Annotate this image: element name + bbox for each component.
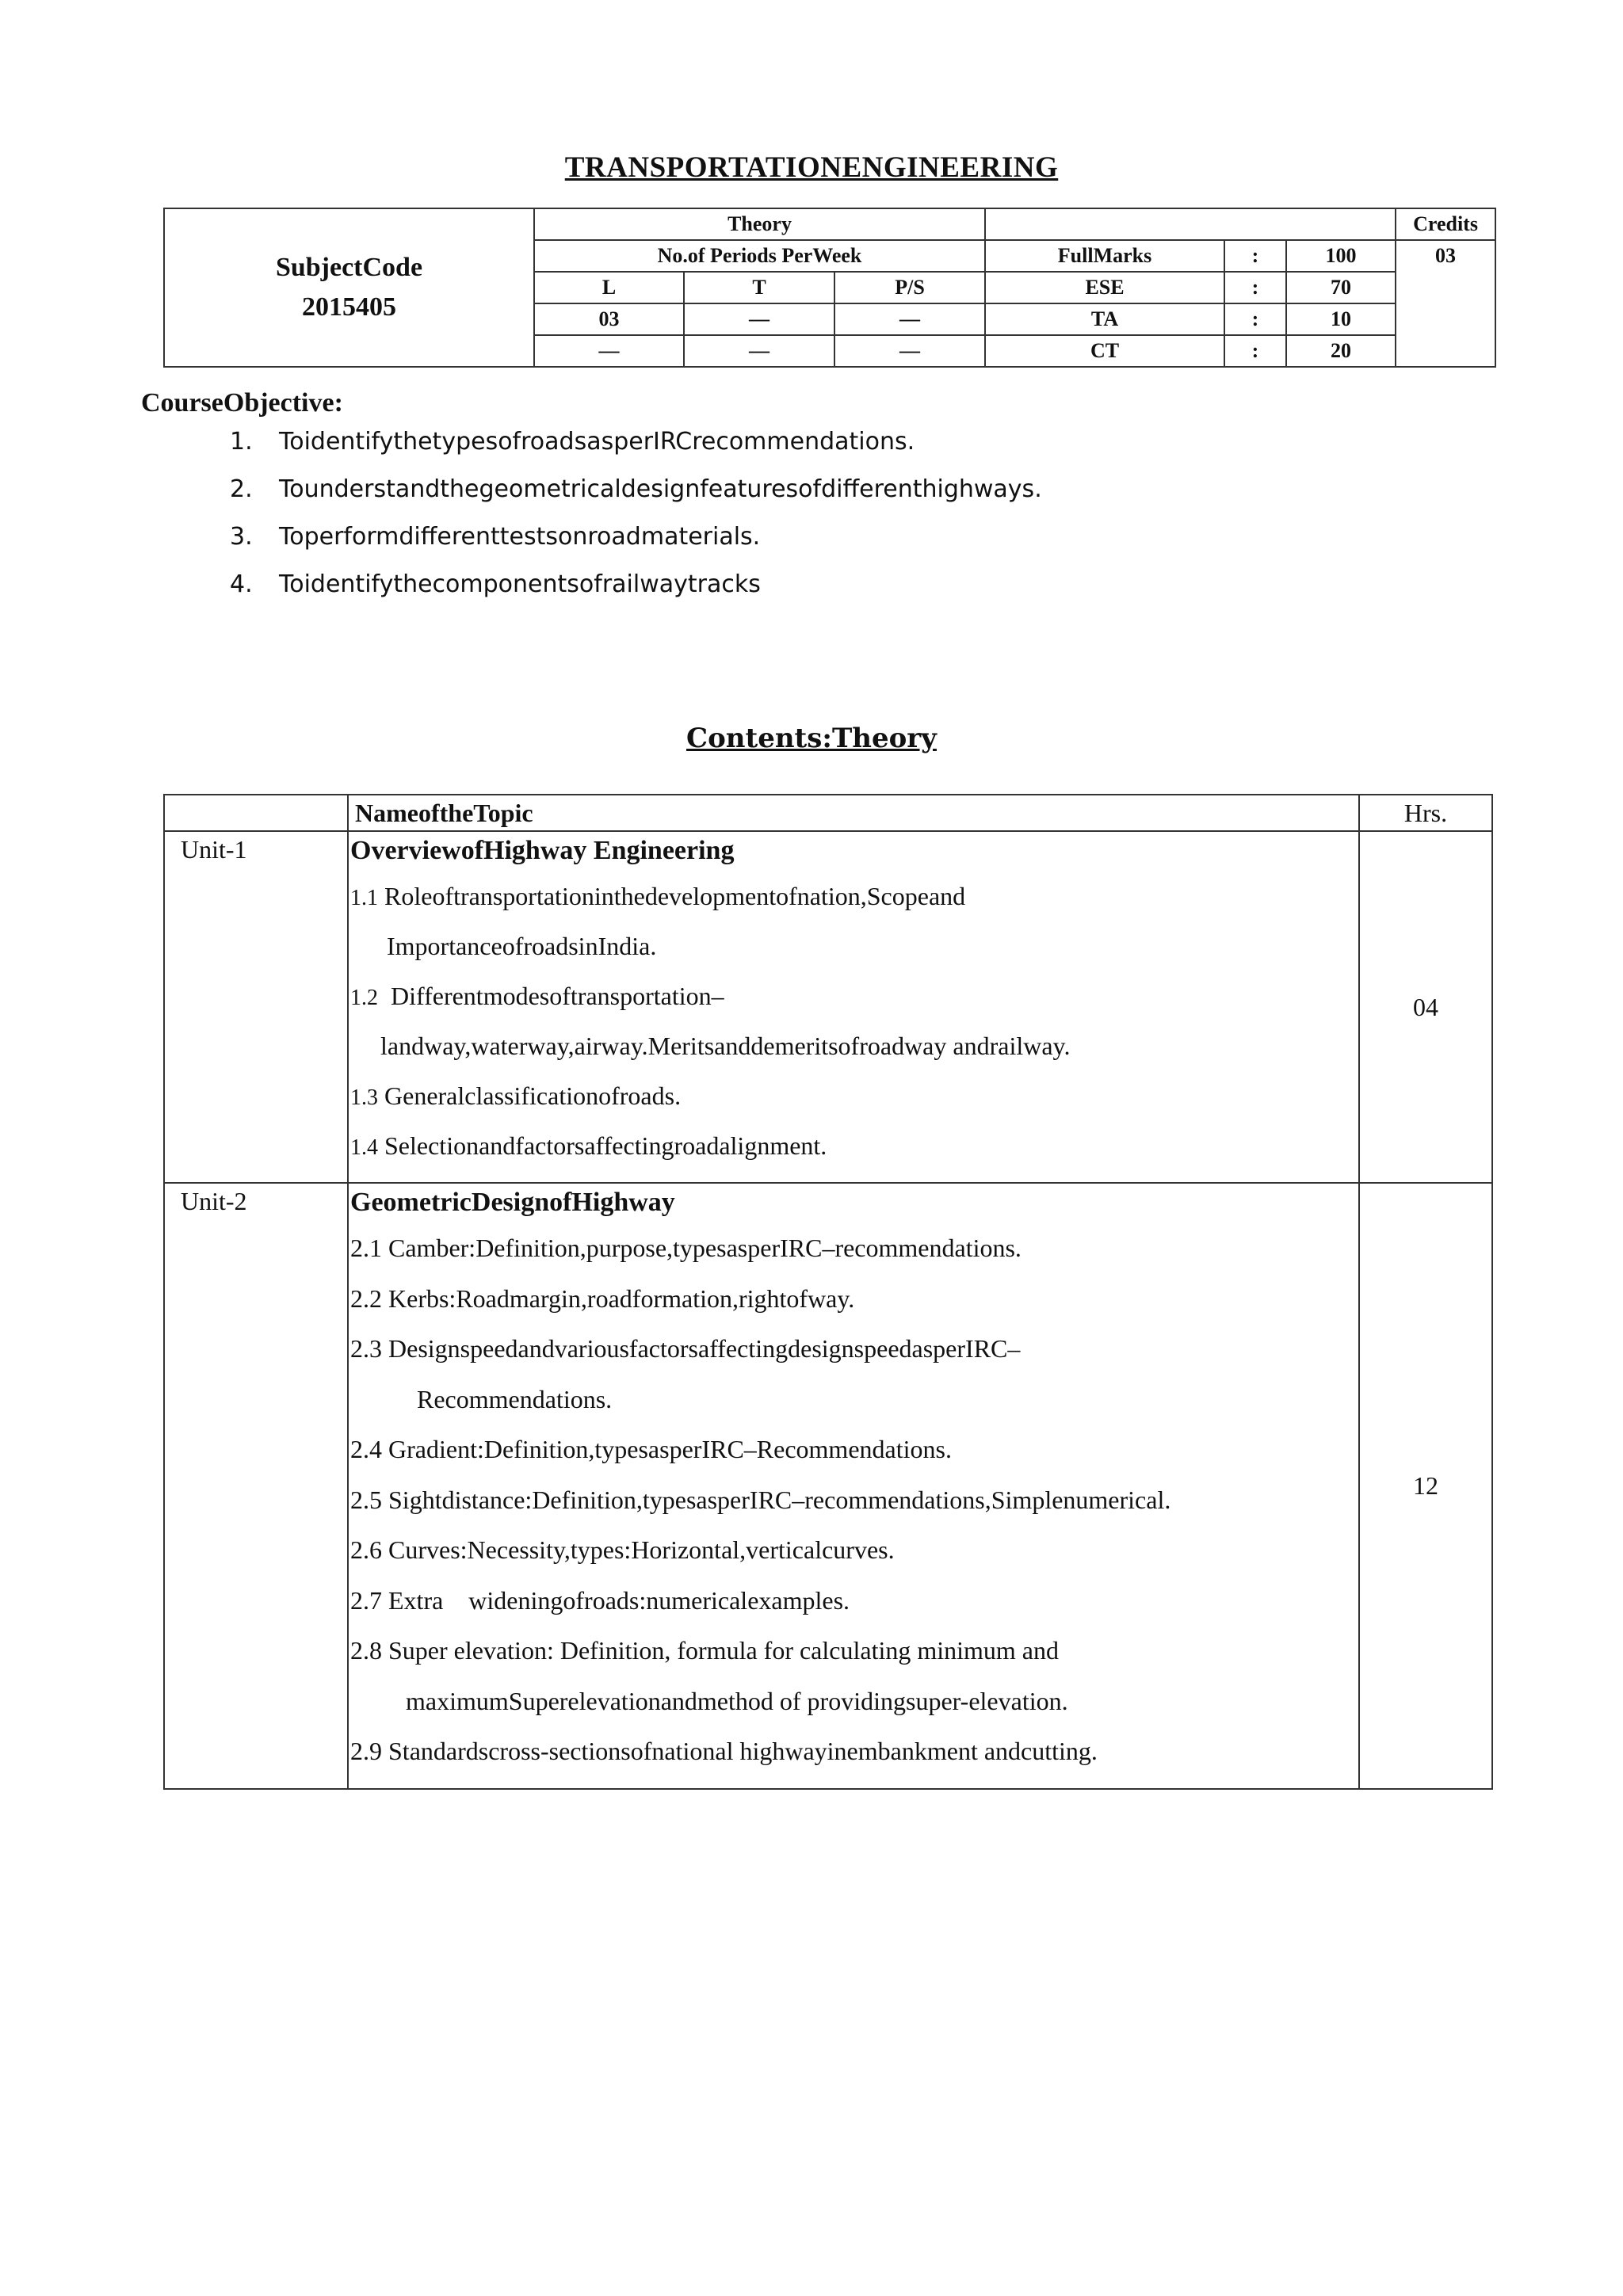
table-row <box>164 831 1492 1183</box>
list-item-number: 4. <box>230 570 253 598</box>
period-value: — <box>834 303 985 335</box>
topic-line <box>350 1021 1358 1071</box>
table-header-row <box>164 795 1492 831</box>
contents-table <box>163 794 1493 1790</box>
unit-label: Unit-1 <box>164 831 348 1183</box>
topic-cell <box>348 831 1359 1183</box>
period-header-t: T <box>684 272 834 303</box>
topic-text: Kerbs:Roadmargin,roadformation,rightofway. <box>388 1283 855 1313</box>
topic-number: 2.2 <box>350 1283 382 1313</box>
topic-line <box>350 971 1358 1021</box>
topic-number: 2.8 <box>350 1636 382 1665</box>
marks-value: 100 <box>1286 240 1396 272</box>
list-item-number: 1. <box>230 428 253 456</box>
marks-label: FullMarks <box>985 240 1224 272</box>
topic-line <box>350 1375 1358 1425</box>
topic-text: Camber:Definition,purpose,typesasperIRC–recommendations. <box>388 1234 1022 1262</box>
topic-text: ImportanceofroadsinIndia. <box>387 932 657 960</box>
unit-title: OverviewofHighway Engineering <box>350 836 735 865</box>
topic-line <box>350 1576 1358 1627</box>
marks-sep: : <box>1224 272 1286 303</box>
course-objective-list <box>230 418 1042 608</box>
list-item <box>230 513 1042 561</box>
marks-value: 10 <box>1286 303 1396 335</box>
hrs-value: 12 <box>1359 1183 1492 1789</box>
marks-label: TA <box>985 303 1224 335</box>
topic-number: 2.7 <box>350 1585 382 1615</box>
topic-number: 2.1 <box>350 1234 382 1262</box>
marks-sep: : <box>1224 303 1286 335</box>
topic-number: 2.3 <box>350 1334 382 1363</box>
list-item <box>230 418 1042 466</box>
topic-line <box>350 1071 1358 1121</box>
topic-text: DesignspeedandvariousfactorsaffectingdesignspeedasperIRC– <box>388 1334 1021 1363</box>
topic-text: Roleoftransportationinthedevelopmentofnation,Scopeand <box>384 882 966 910</box>
topic-line <box>350 921 1358 971</box>
topic-line <box>350 1525 1358 1576</box>
period-value: — <box>684 335 834 367</box>
topic-line <box>350 1425 1358 1475</box>
list-item-text: ToidentifythetypesofroadsasperIRCrecommendations. <box>279 428 915 456</box>
topic-text: maximumSuperelevationandmethod of providingsuper-elevation. <box>406 1686 1068 1715</box>
credits-header: Credits <box>1396 208 1495 240</box>
topic-cell <box>348 1183 1359 1789</box>
hrs-column-header: Hrs. <box>1359 795 1492 831</box>
subject-code-label: SubjectCode <box>275 253 423 282</box>
period-header-l: L <box>534 272 684 303</box>
periods-header: No.of Periods PerWeek <box>534 240 985 272</box>
topic-text: landway,waterway,airway.Meritsanddemeritsofroadway andrailway. <box>380 1032 1071 1060</box>
topic-line <box>350 1726 1358 1777</box>
topic-number: 2.5 <box>350 1485 382 1514</box>
hrs-value: 04 <box>1359 831 1492 1183</box>
topic-number: 2.6 <box>350 1535 382 1564</box>
topic-number: 1.2 <box>350 986 378 1010</box>
list-item-text: Toidentifythecomponentsofrailwaytracks <box>279 570 761 598</box>
marks-value: 70 <box>1286 272 1396 303</box>
topic-text: Super elevation: Definition, formula for calculating minimum and <box>388 1636 1059 1665</box>
list-item <box>230 561 1042 608</box>
course-objective-heading: CourseObjective: <box>141 388 343 418</box>
marks-value: 20 <box>1286 335 1396 367</box>
topic-number: 2.9 <box>350 1737 382 1765</box>
subject-code-cell <box>164 208 534 367</box>
credits-value: 03 <box>1396 240 1495 367</box>
topic-line <box>350 871 1358 921</box>
page-title: TRANSPORTATIONENGINEERING <box>564 151 1059 184</box>
topic-number: 1.4 <box>350 1135 378 1160</box>
blank-header-cell <box>985 208 1396 240</box>
list-item-text: Toperformdifferenttestsonroadmaterials. <box>279 523 761 551</box>
marks-label: CT <box>985 335 1224 367</box>
blank-header-cell <box>164 795 348 831</box>
subject-code-value: 2015405 <box>302 292 396 322</box>
table-row <box>164 1183 1492 1789</box>
unit-label: Unit-2 <box>164 1183 348 1789</box>
topic-text: Selectionandfactorsaffectingroadalignment. <box>384 1131 827 1160</box>
topic-text: Gradient:Definition,typesasperIRC–Recommendations. <box>388 1435 952 1463</box>
topic-text: Sightdistance:Definition,typesasperIRC–recommendations,Simplenumerical. <box>388 1485 1171 1514</box>
topic-text: Generalclassificationofroads. <box>384 1081 682 1110</box>
list-item-number: 2. <box>230 475 253 503</box>
marks-sep: : <box>1224 240 1286 272</box>
marks-sep: : <box>1224 335 1286 367</box>
topic-line <box>350 1274 1358 1325</box>
period-value: — <box>834 335 985 367</box>
contents-heading: Contents:Theory <box>686 723 937 754</box>
topic-line <box>350 1475 1358 1526</box>
list-item <box>230 466 1042 513</box>
marks-label: ESE <box>985 272 1224 303</box>
topic-line <box>350 1121 1358 1171</box>
subject-info-table <box>163 208 1496 368</box>
list-item-text: Tounderstandthegeometricaldesignfeaturesofdifferenthighways. <box>279 475 1042 503</box>
topic-line <box>350 1676 1358 1727</box>
topic-text: Recommendations. <box>417 1384 613 1413</box>
topic-number: 1.3 <box>350 1085 378 1110</box>
topic-number: 1.1 <box>350 886 378 910</box>
topic-text: Differentmodesoftransportation– <box>391 982 724 1010</box>
theory-header: Theory <box>534 208 985 240</box>
unit-title: GeometricDesignofHighway <box>350 1188 675 1217</box>
period-value: — <box>534 335 684 367</box>
topic-column-header: NameoftheTopic <box>348 795 1359 831</box>
topic-text: Standardscross-sectionsofnational highwayinembankment andcutting. <box>388 1737 1098 1765</box>
topic-line <box>350 1324 1358 1375</box>
period-header-ps: P/S <box>834 272 985 303</box>
topic-line <box>350 1626 1358 1676</box>
topic-text: Extra wideningofroads:numericalexamples. <box>388 1585 850 1615</box>
topic-line <box>350 1223 1358 1274</box>
period-value: 03 <box>534 303 684 335</box>
topic-text: Curves:Necessity,types:Horizontal,verticalcurves. <box>388 1535 895 1564</box>
period-value: — <box>684 303 834 335</box>
list-item-number: 3. <box>230 523 253 551</box>
topic-number: 2.4 <box>350 1435 382 1463</box>
